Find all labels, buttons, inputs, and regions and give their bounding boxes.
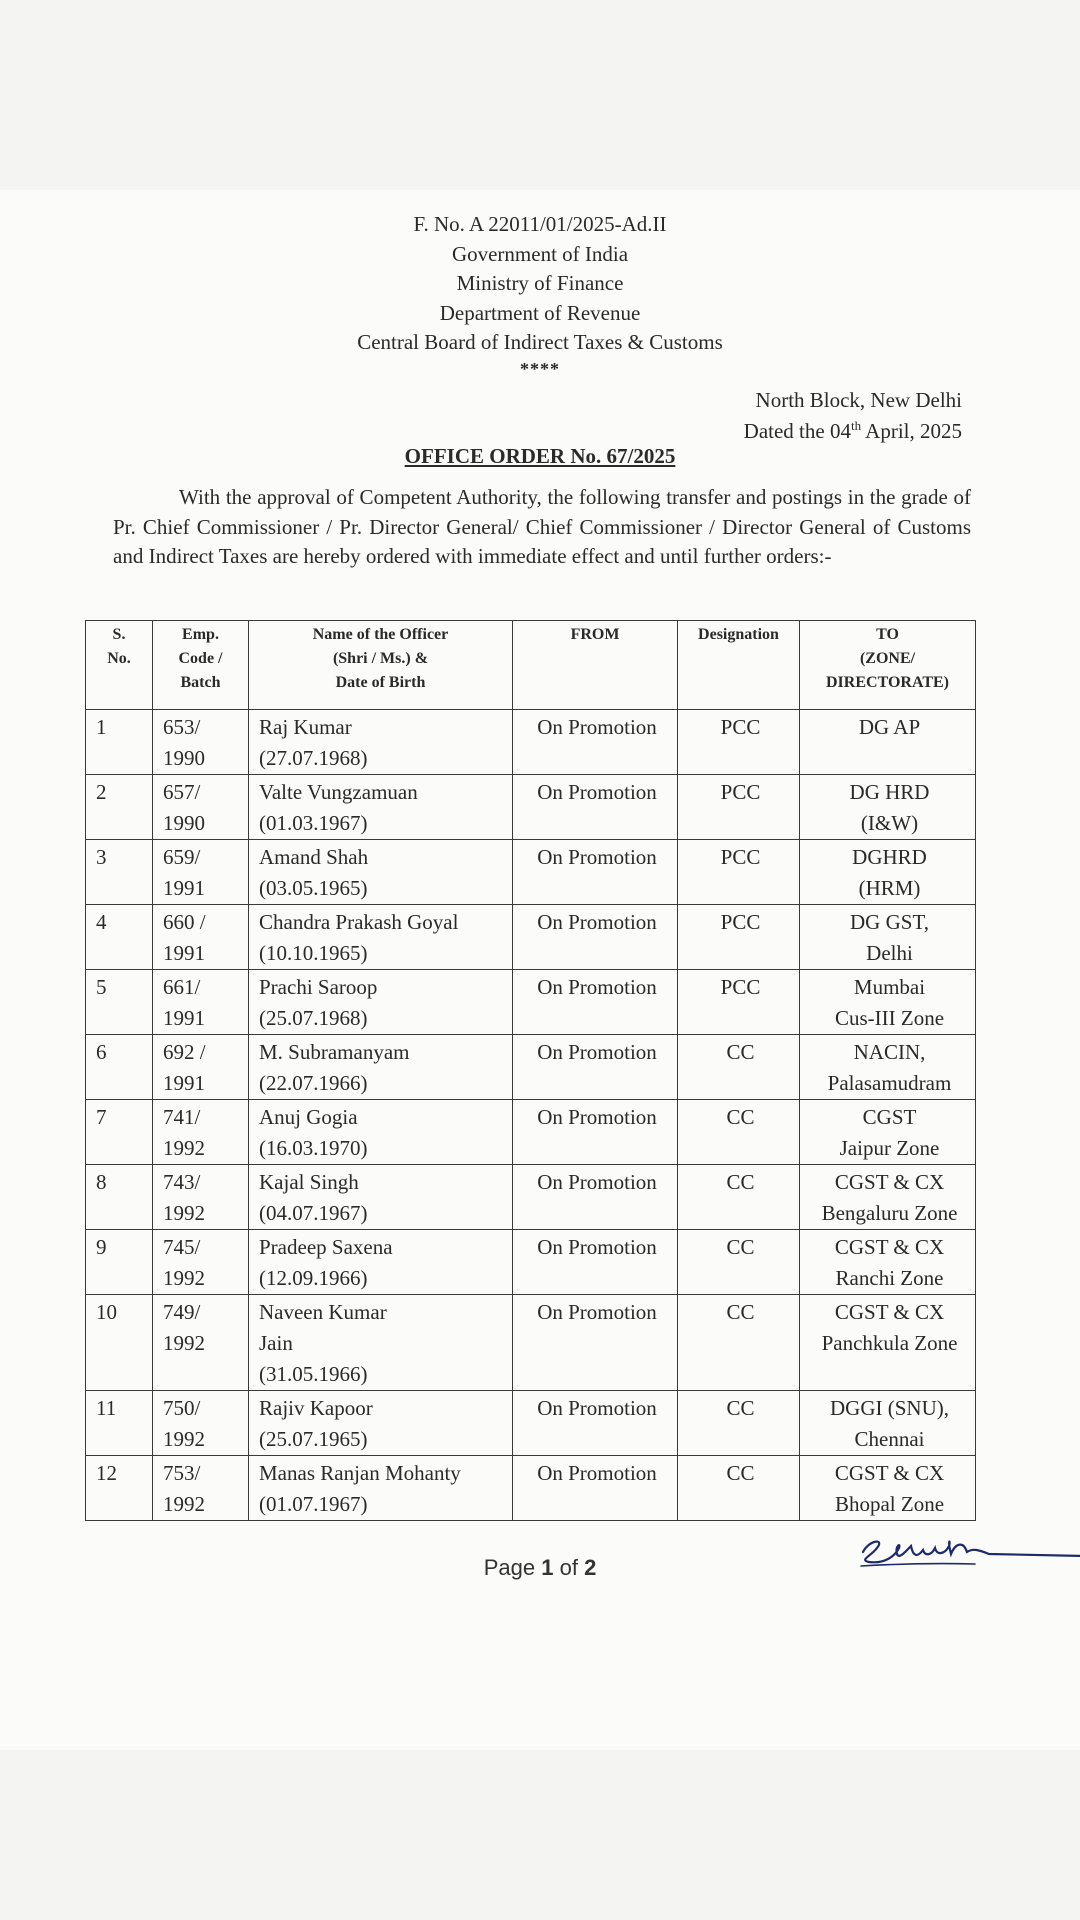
cell-from [513,1391,678,1456]
cell-line: On Promotion [537,1040,657,1064]
cell-line: (12.09.1966) [259,1266,368,1290]
cell-line: Manas Ranjan Mohanty [259,1461,461,1485]
cell-line: On Promotion [537,845,657,869]
cell-emp-code [153,1230,249,1295]
header-line: TO [876,626,899,643]
cell-line: Pradeep Saxena [259,1235,393,1259]
header-line: S. [112,626,126,643]
cell-line: Jain [259,1331,293,1355]
cell-line: On Promotion [537,1105,657,1129]
cell-line: 753/ [163,1461,201,1485]
header-line: FROM [570,626,620,643]
cell-line: (27.07.1968) [259,746,368,770]
table-row [86,1035,976,1100]
cell-line: 4 [96,910,107,934]
cell-emp-code [153,1295,249,1391]
cell-from [513,840,678,905]
cell-emp-code [153,1100,249,1165]
ministry-name: Ministry of Finance [456,271,624,295]
header-sno [86,621,153,710]
cell-line: (31.05.1966) [259,1362,368,1386]
cell-line: (25.07.1965) [259,1427,368,1451]
cell-designation [678,905,800,970]
cell-line: DG GST, [850,910,929,934]
cell-line: On Promotion [537,1235,657,1259]
cell-line: Panchkula Zone [821,1331,958,1355]
cell-line: PCC [720,975,761,999]
table-row [86,970,976,1035]
cell-officer-name [249,775,513,840]
cell-line: (22.07.1966) [259,1071,368,1095]
cell-line: 741/ [163,1105,201,1129]
cell-from [513,1456,678,1521]
cell-line: 750/ [163,1396,201,1420]
cell-to [800,775,976,840]
cell-line: CGST [862,1105,917,1129]
cell-designation [678,1456,800,1521]
cell-line: NACIN, [853,1040,926,1064]
cell-line: DGGI (SNU), [830,1396,949,1420]
table-row [86,1100,976,1165]
cell-line: 659/ [163,845,201,869]
cell-officer-name [249,840,513,905]
cell-line: 1992 [163,1331,205,1355]
document-page [0,190,1080,1750]
cell-line: DG AP [858,715,921,739]
cell-line: 749/ [163,1300,201,1324]
cell-line: CC [726,1461,755,1485]
cell-to [800,840,976,905]
cell-from [513,1295,678,1391]
cell-line: On Promotion [537,910,657,934]
cell-line: 660 / [163,910,206,934]
government-name: Government of India [451,241,629,266]
intro-paragraph: With the approval of Competent Authority, the following transfer and postings in the grade of Pr. Chief Commissioner / Pr. Director General/ Chief Commissioner / Director General of Customs and Indirect Taxes are hereby ordered with immediate effect and until further orders:- [113,485,971,568]
table-row [86,1295,976,1391]
board-name: Central Board of Indirect Taxes & Customs [357,330,723,354]
header-line: Code / [178,650,223,667]
table-row [86,905,976,970]
cell-line: (16.03.1970) [259,1136,368,1160]
cell-line: Rajiv Kapoor [259,1396,373,1420]
cell-to [800,970,976,1035]
cell-designation [678,1295,800,1391]
cell-to [800,1100,976,1165]
cell-line: CC [726,1170,755,1194]
header-emp-code [153,621,249,710]
location: North Block, New Delhi [755,388,962,412]
cell-line: 11 [96,1396,117,1420]
table-row [86,775,976,840]
cell-designation [678,1035,800,1100]
cell-sno [86,840,153,905]
cell-line: CC [726,1235,755,1259]
cell-line: 1 [96,715,107,739]
cell-line: (01.07.1967) [259,1492,368,1516]
cell-line: 657/ [163,780,201,804]
cell-line: Chennai [854,1427,925,1451]
cell-officer-name [249,1295,513,1391]
cell-line: Delhi [866,941,913,965]
cell-line: 745/ [163,1235,201,1259]
cell-sno [86,1035,153,1100]
cell-line: (01.03.1967) [259,811,368,835]
cell-line: (HRM) [858,876,921,900]
cell-officer-name [249,1391,513,1456]
cell-line: CC [726,1105,755,1129]
cell-line: CGST & CX [834,1461,945,1485]
cell-line: (04.07.1967) [259,1201,368,1225]
department-name: Department of Revenue [439,300,641,325]
table-row [86,1391,976,1456]
cell-from [513,905,678,970]
header-line: Name of the Officer [312,626,449,643]
cell-from [513,1035,678,1100]
cell-from [513,775,678,840]
cell-line: PCC [720,780,761,804]
cell-line: Amand Shah [259,845,369,869]
cell-officer-name [249,1165,513,1230]
cell-line: (03.05.1965) [259,876,368,900]
cell-designation [678,710,800,775]
cell-line: 5 [96,975,107,999]
cell-emp-code [153,1456,249,1521]
cell-emp-code [153,1035,249,1100]
header-line: (ZONE/ [859,650,916,667]
cell-to [800,710,976,775]
cell-sno [86,1230,153,1295]
table-row [86,1230,976,1295]
table-row [86,710,976,775]
cell-line: 661/ [163,975,201,999]
header-line: DIRECTORATE) [826,674,949,691]
cell-line: CC [726,1300,755,1324]
cell-to [800,905,976,970]
cell-line: Jaipur Zone [839,1136,940,1160]
cell-line: CC [726,1040,755,1064]
cell-line: 7 [96,1105,107,1129]
cell-line: Cus-III Zone [834,1006,945,1030]
cell-line: Mumbai [853,975,926,999]
cell-line: M. Subramanyam [259,1040,410,1064]
cell-line: Raj Kumar [259,715,352,739]
postings-table [85,620,976,1521]
header-line: Batch [180,674,221,691]
cell-line: On Promotion [537,1396,657,1420]
cell-line: 1992 [163,1266,205,1290]
cell-line: 1992 [163,1427,205,1451]
cell-sno [86,970,153,1035]
cell-line: Chandra Prakash Goyal [259,910,459,934]
cell-sno [86,775,153,840]
cell-line: Palasamudram [827,1071,952,1095]
cell-designation [678,1100,800,1165]
cell-designation [678,1391,800,1456]
header-officer-name [249,621,513,710]
cell-line: 1991 [163,876,205,900]
cell-emp-code [153,840,249,905]
cell-line: 3 [96,845,107,869]
cell-emp-code [153,905,249,970]
cell-sno [86,1165,153,1230]
cell-line: 1990 [163,746,205,770]
cell-from [513,1100,678,1165]
cell-line: CGST & CX [834,1300,945,1324]
cell-line: 1991 [163,1071,205,1095]
separator-stars: **** [520,358,560,379]
cell-sno [86,905,153,970]
cell-line: 1991 [163,1006,205,1030]
cell-line: 1992 [163,1136,205,1160]
cell-line: Anuj Gogia [259,1105,358,1129]
header-line: Emp. [182,626,219,643]
cell-line: Naveen Kumar [259,1300,387,1324]
cell-emp-code [153,1165,249,1230]
cell-designation [678,970,800,1035]
cell-line: (10.10.1965) [259,941,368,965]
cell-line: Valte Vungzamuan [259,780,418,804]
header-line: Date of Birth [335,674,426,691]
file-number: F. No. A 22011/01/2025-Ad.II [413,212,667,236]
header-line: (Shri / Ms.) & [332,650,429,667]
cell-officer-name [249,1035,513,1100]
cell-sno [86,1100,153,1165]
postings-table-wrapper [85,620,975,1521]
cell-line: 6 [96,1040,107,1064]
cell-line: 1992 [163,1201,205,1225]
cell-line: 1990 [163,811,205,835]
cell-sno [86,1391,153,1456]
cell-to [800,1165,976,1230]
cell-line: On Promotion [537,1300,657,1324]
header-from [513,621,678,710]
cell-line: PCC [720,845,761,869]
cell-line: Prachi Saroop [259,975,378,999]
cell-line: 10 [96,1300,117,1324]
cell-emp-code [153,775,249,840]
cell-officer-name [249,905,513,970]
cell-line: 9 [96,1235,107,1259]
cell-line: DG HRD [849,780,930,804]
cell-emp-code [153,710,249,775]
cell-line: Kajal Singh [259,1170,359,1194]
cell-line: DGHRD [852,845,927,869]
header-designation [678,621,800,710]
cell-officer-name [249,1230,513,1295]
cell-sno [86,710,153,775]
header-line: Designation [698,626,779,643]
cell-officer-name [249,970,513,1035]
letterhead [0,210,1080,380]
cell-line: On Promotion [537,1170,657,1194]
table-body [86,710,976,1521]
cell-officer-name [249,710,513,775]
cell-line: On Promotion [537,1461,657,1485]
cell-line: CGST & CX [834,1235,945,1259]
cell-line: Ranchi Zone [835,1266,944,1290]
table-row [86,1456,976,1521]
cell-line: On Promotion [537,780,657,804]
cell-line: 692 / [163,1040,206,1064]
page-number: Page 1 of 2 [483,1555,597,1580]
cell-line: On Promotion [537,715,657,739]
cell-to [800,1230,976,1295]
cell-line: (25.07.1968) [259,1006,368,1030]
cell-officer-name [249,1456,513,1521]
cell-line: 2 [96,780,107,804]
cell-designation [678,775,800,840]
cell-line: PCC [720,910,761,934]
cell-officer-name [249,1100,513,1165]
cell-line: On Promotion [537,975,657,999]
cell-line: Bhopal Zone [834,1492,945,1516]
cell-line: 743/ [163,1170,201,1194]
table-row [86,1165,976,1230]
order-title: OFFICE ORDER No. 67/2025 [404,444,676,468]
cell-emp-code [153,1391,249,1456]
cell-from [513,970,678,1035]
cell-sno [86,1295,153,1391]
table-header-row [86,621,976,710]
cell-from [513,710,678,775]
cell-sno [86,1456,153,1521]
cell-line: 12 [96,1461,117,1485]
header-to [800,621,976,710]
signature-image [855,1510,1080,1580]
place-and-date [744,385,962,447]
cell-line: PCC [720,715,761,739]
cell-to [800,1035,976,1100]
cell-designation [678,1230,800,1295]
header-line: No. [107,650,131,667]
cell-to [800,1391,976,1456]
cell-line: 1991 [163,941,205,965]
cell-line: CC [726,1396,755,1420]
cell-designation [678,840,800,905]
cell-line: Bengaluru Zone [821,1201,958,1225]
cell-emp-code [153,970,249,1035]
cell-to [800,1295,976,1391]
cell-line: 653/ [163,715,201,739]
cell-line: 1992 [163,1492,205,1516]
date-line: Dated the 04th April, 2025 [743,418,962,443]
table-row [86,840,976,905]
cell-line: (I&W) [860,811,919,835]
cell-line: CGST & CX [834,1170,945,1194]
cell-from [513,1230,678,1295]
cell-from [513,1165,678,1230]
cell-designation [678,1165,800,1230]
cell-line: 8 [96,1170,107,1194]
